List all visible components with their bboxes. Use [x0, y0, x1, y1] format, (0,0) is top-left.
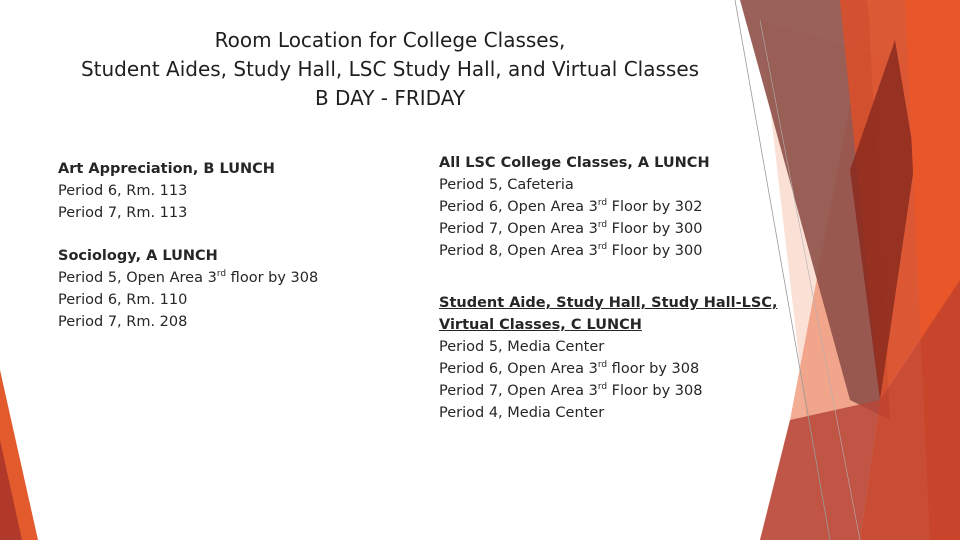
- line-text: Period 7, Open Area 3: [439, 383, 598, 399]
- art-appreciation-block: [58, 158, 275, 224]
- ordinal-suffix: rd: [597, 220, 608, 230]
- line-text: Period 7, Open Area 3: [439, 221, 598, 237]
- aide-period-line: [439, 358, 777, 380]
- line-text: Floor by 302: [607, 199, 703, 215]
- lsc-classes-block: [439, 152, 710, 262]
- sociology-period-line: Period 7, Rm. 208: [58, 314, 188, 330]
- slide-title: [0, 26, 780, 113]
- line-text: floor by 308: [226, 270, 319, 286]
- ordinal-suffix: rd: [597, 242, 608, 252]
- sociology-period-line: [58, 267, 318, 289]
- lsc-period-line: Period 5, Cafeteria: [439, 177, 574, 193]
- student-aide-block: [439, 292, 777, 424]
- title-line-1: Room Location for College Classes,: [214, 28, 566, 52]
- sociology-period-line: Period 6, Rm. 110: [58, 292, 188, 308]
- line-text: Period 8, Open Area 3: [439, 243, 598, 259]
- lsc-period-line: [439, 218, 710, 240]
- aide-heading-line-2: Virtual Classes, C LUNCH: [439, 317, 642, 333]
- lsc-period-line: [439, 240, 710, 262]
- aide-period-line: [439, 380, 777, 402]
- sociology-block: [58, 245, 318, 333]
- art-period-line: Period 7, Rm. 113: [58, 205, 188, 221]
- lsc-heading: All LSC College Classes, A LUNCH: [439, 155, 710, 171]
- line-text: floor by 308: [607, 361, 700, 377]
- lsc-period-line: [439, 196, 710, 218]
- aide-period-line: Period 5, Media Center: [439, 339, 605, 355]
- aide-period-line: Period 4, Media Center: [439, 405, 605, 421]
- line-text: Floor by 308: [607, 383, 703, 399]
- line-text: Period 5, Open Area 3: [58, 270, 217, 286]
- line-text: Period 6, Open Area 3: [439, 361, 598, 377]
- sociology-heading: Sociology, A LUNCH: [58, 248, 218, 264]
- art-period-line: Period 6, Rm. 113: [58, 183, 188, 199]
- line-text: Period 6, Open Area 3: [439, 199, 598, 215]
- facet-mid-lower: [760, 400, 880, 540]
- ordinal-suffix: rd: [597, 198, 608, 208]
- line-text: Floor by 300: [607, 221, 703, 237]
- art-heading: Art Appreciation, B LUNCH: [58, 161, 275, 177]
- line-text: Floor by 300: [607, 243, 703, 259]
- ordinal-suffix: rd: [597, 382, 608, 392]
- title-line-2: Student Aides, Study Hall, LSC Study Hall, and Virtual Classes: [80, 57, 700, 81]
- title-line-3: B DAY - FRIDAY: [314, 86, 466, 110]
- aide-heading-line-1: Student Aide, Study Hall, Study Hall-LSC,: [439, 295, 778, 311]
- ordinal-suffix: rd: [216, 269, 227, 279]
- ordinal-suffix: rd: [597, 360, 608, 370]
